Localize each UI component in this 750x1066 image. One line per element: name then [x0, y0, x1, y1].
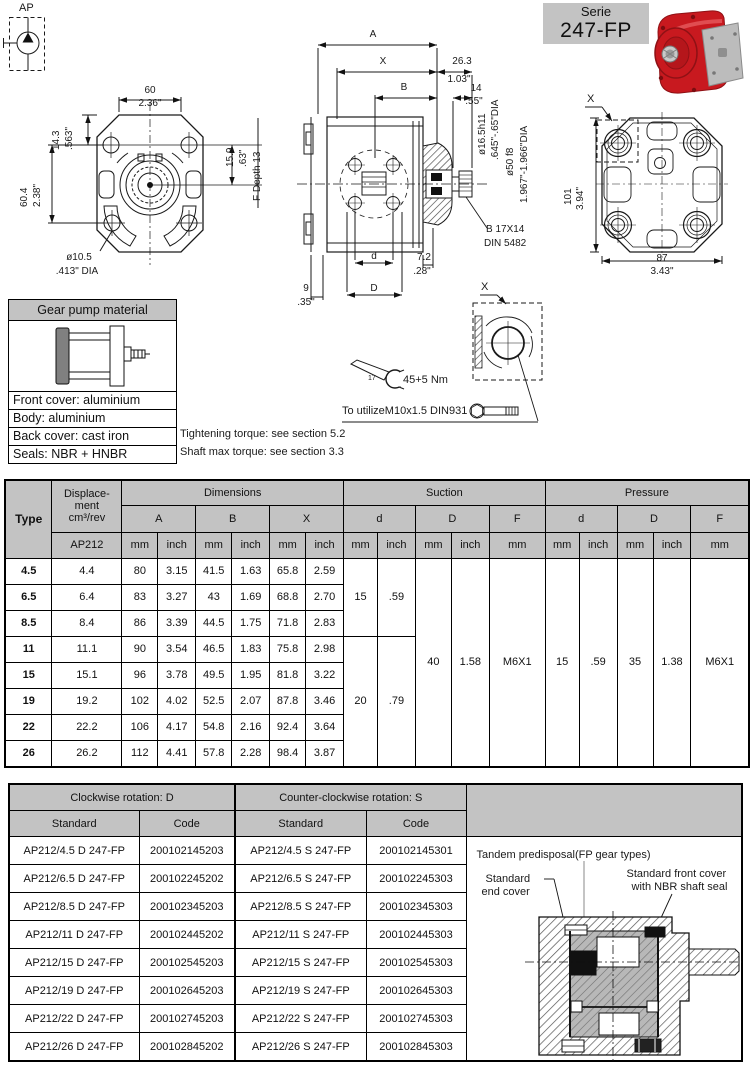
side-dim-d: d: [371, 251, 377, 262]
cell-disp: 6.4: [52, 584, 122, 610]
cell-type: 22: [5, 714, 52, 740]
displacement-line2: ment: [74, 500, 100, 513]
front-offset-mm: 14.3: [51, 130, 62, 150]
cell-ccw-standard: AP212/22 S 247-FP: [235, 1005, 366, 1033]
cell-disp: 8.4: [52, 610, 122, 636]
front-hole-mm: ø10.5: [66, 252, 92, 263]
cell-ccw-standard: AP212/4.5 S 247-FP: [235, 837, 366, 865]
side-spline-std1: B 17X14: [486, 224, 525, 235]
cell-ccw-code: 200102345303: [366, 893, 466, 921]
material-box: [8, 299, 177, 464]
order-row: [9, 837, 742, 865]
cell-b-mm: 46.5: [196, 636, 232, 662]
pump-symbol-art: [4, 18, 45, 71]
front-view-art: [48, 97, 262, 265]
material-body: Body: aluminium: [9, 409, 176, 427]
back-height-in: 3.94": [575, 186, 586, 210]
side-len1-in: 1.03": [447, 74, 471, 85]
cell-type: 11: [5, 636, 52, 662]
cell-pressure-f: M6X1: [691, 558, 749, 767]
cell-cw-code: 200102145203: [139, 837, 235, 865]
cell-a-mm: 86: [122, 610, 158, 636]
side-spline-std2: DIN 5482: [484, 238, 527, 249]
cell-x-mm: 71.8: [270, 610, 306, 636]
cell-disp: 22.2: [52, 714, 122, 740]
displacement-line3: cm³/rev: [68, 512, 106, 525]
cell-b-mm: 41.5: [196, 558, 232, 584]
table-row: [5, 558, 749, 584]
cell-b-mm: 49.5: [196, 662, 232, 688]
cell-cw-standard: AP212/8.5 D 247-FP: [9, 893, 139, 921]
col-model: AP212: [52, 532, 122, 558]
col-displacement: [52, 480, 122, 532]
back-width-mm: 87: [656, 253, 668, 264]
cell-pressure-d-mm: 15: [545, 558, 579, 767]
cell-x-in: 2.83: [306, 610, 344, 636]
material-seals: Seals: NBR + HNBR: [9, 445, 176, 463]
cell-b-in: 2.16: [232, 714, 270, 740]
side-shaft-dia2: ø50 f8: [505, 147, 516, 176]
pump-side-silhouette: [9, 321, 175, 391]
unit: inch: [451, 532, 489, 558]
cell-ccw-code: 200102545303: [366, 949, 466, 977]
front-cover-label-line1: Standard front cover: [626, 868, 727, 880]
side-len4-in: .35": [297, 297, 315, 308]
cell-b-mm: 54.8: [196, 714, 232, 740]
material-box-title: Gear pump material: [9, 300, 176, 321]
cell-x-in: 3.87: [306, 740, 344, 767]
front-right-mm: 15.9: [225, 147, 236, 167]
cell-x-in: 3.64: [306, 714, 344, 740]
header-counter-clockwise: Counter-clockwise rotation: S: [235, 784, 466, 811]
cell-a-mm: 102: [122, 688, 158, 714]
side-shaft-dia1: ø16.5h11: [477, 113, 488, 155]
col-x: X: [270, 505, 344, 532]
cell-type: 26: [5, 740, 52, 767]
series-badge-line2: 247-FP: [560, 19, 632, 42]
cell-a-mm: 96: [122, 662, 158, 688]
front-f-depth: F Depth 13: [252, 151, 263, 201]
cell-a-mm: 83: [122, 584, 158, 610]
cell-suction-D-in: 1.58: [451, 558, 489, 767]
col-a: A: [122, 505, 196, 532]
cell-ccw-code: 200102645303: [366, 977, 466, 1005]
cell-type: 19: [5, 688, 52, 714]
cell-cw-code: 200102345203: [139, 893, 235, 921]
cell-cw-standard: AP212/15 D 247-FP: [9, 949, 139, 977]
cell-disp: 4.4: [52, 558, 122, 584]
cell-cw-code: 200102545203: [139, 949, 235, 977]
cell-x-mm: 92.4: [270, 714, 306, 740]
side-dim-D: D: [370, 283, 378, 294]
cell-type: 4.5: [5, 558, 52, 584]
wrench-size-label: 17: [368, 375, 376, 382]
cell-b-in: 1.75: [232, 610, 270, 636]
product-photo: [646, 6, 750, 98]
group-pressure: Pressure: [545, 480, 749, 505]
side-dim-a: A: [369, 29, 377, 40]
col-type: Type: [5, 480, 52, 558]
cell-b-in: 2.28: [232, 740, 270, 767]
back-height-mm: 101: [563, 188, 574, 205]
col-pressure-d: d: [545, 505, 617, 532]
cell-a-in: 3.54: [158, 636, 196, 662]
pump-symbol-label: AP: [19, 2, 34, 14]
back-width-in: 3.43": [650, 266, 674, 277]
col-ccw-code: Code: [366, 811, 466, 837]
cell-x-mm: 68.8: [270, 584, 306, 610]
cell-a-in: 3.78: [158, 662, 196, 688]
front-offset-in: .563": [64, 126, 75, 150]
cell-cw-standard: AP212/6.5 D 247-FP: [9, 865, 139, 893]
cell-suction-d-in: .59: [377, 558, 415, 636]
group-dimensions: Dimensions: [122, 480, 344, 505]
bolt-icon: [470, 404, 518, 418]
wrench-icon: [351, 360, 408, 389]
side-len2-mm: 14: [470, 83, 482, 94]
cell-disp: 15.1: [52, 662, 122, 688]
end-cover-label-line1: Standard: [485, 873, 531, 885]
cell-ccw-code: 200102445303: [366, 921, 466, 949]
unit: mm: [270, 532, 306, 558]
cell-b-mm: 43: [196, 584, 232, 610]
torque-value: 45+5 Nm: [403, 374, 448, 386]
front-height-in: 2.38": [32, 183, 43, 207]
side-len3-in: .28": [413, 266, 431, 277]
side-dim-b: B: [400, 82, 408, 93]
material-back-cover: Back cover: cast iron: [9, 427, 176, 445]
cell-b-mm: 44.5: [196, 610, 232, 636]
material-box-art: [9, 321, 176, 391]
col-b: B: [196, 505, 270, 532]
cell-x-in: 2.98: [306, 636, 344, 662]
unit: inch: [306, 532, 344, 558]
cell-cw-code: 200102445202: [139, 921, 235, 949]
group-suction: Suction: [344, 480, 546, 505]
detail-x-art: [473, 295, 542, 421]
figure-header-spacer: [466, 784, 742, 837]
col-cw-standard: Standard: [9, 811, 139, 837]
front-hole-in: .413" DIA: [55, 266, 99, 277]
series-badge-line1: Serie: [580, 4, 612, 19]
cell-a-in: 4.17: [158, 714, 196, 740]
side-len2-in: .55": [465, 96, 483, 107]
cell-pressure-D-in: 1.38: [653, 558, 691, 767]
cell-type: 6.5: [5, 584, 52, 610]
front-width-in: 2.36": [138, 98, 162, 109]
cell-x-in: 3.46: [306, 688, 344, 714]
cell-b-in: 1.69: [232, 584, 270, 610]
cell-a-in: 3.15: [158, 558, 196, 584]
side-dim-x: X: [379, 56, 387, 67]
unit: inch: [653, 532, 691, 558]
cell-type: 8.5: [5, 610, 52, 636]
cell-cw-standard: AP212/11 D 247-FP: [9, 921, 139, 949]
cell-a-mm: 106: [122, 714, 158, 740]
cell-cw-standard: AP212/19 D 247-FP: [9, 977, 139, 1005]
spec-table: [4, 479, 750, 768]
front-right-in: .63": [238, 149, 249, 167]
order-table: [8, 783, 743, 1062]
detail-x-label: X: [481, 281, 489, 293]
front-height-mm: 60.4: [19, 187, 30, 207]
series-badge: [543, 3, 649, 44]
unit: mm: [344, 532, 378, 558]
cell-a-in: 4.41: [158, 740, 196, 767]
cell-pressure-D-mm: 35: [617, 558, 653, 767]
cell-suction-d-mm: 15: [344, 558, 378, 636]
cell-a-in: 4.02: [158, 688, 196, 714]
cell-b-in: 1.95: [232, 662, 270, 688]
cell-ccw-code: 200102145301: [366, 837, 466, 865]
unit: inch: [579, 532, 617, 558]
cell-cw-code: 200102845202: [139, 1033, 235, 1062]
cell-b-mm: 52.5: [196, 688, 232, 714]
unit: mm: [617, 532, 653, 558]
cell-disp: 11.1: [52, 636, 122, 662]
cell-ccw-standard: AP212/6.5 S 247-FP: [235, 865, 366, 893]
cell-a-mm: 112: [122, 740, 158, 767]
header-clockwise: Clockwise rotation: D: [9, 784, 235, 811]
back-detail-ref: X: [587, 93, 595, 105]
cell-suction-D-mm: 40: [415, 558, 451, 767]
cell-suction-f: M6X1: [489, 558, 545, 767]
cell-ccw-code: 200102745303: [366, 1005, 466, 1033]
cell-x-mm: 87.8: [270, 688, 306, 714]
col-suction-f: F: [489, 505, 545, 532]
front-cover-label-line2: with NBR shaft seal: [631, 881, 728, 893]
side-len3-mm: 7.2: [417, 252, 431, 263]
cell-ccw-standard: AP212/15 S 247-FP: [235, 949, 366, 977]
cell-pressure-d-in: .59: [579, 558, 617, 767]
cell-x-mm: 75.8: [270, 636, 306, 662]
col-suction-d: d: [344, 505, 416, 532]
col-ccw-standard: Standard: [235, 811, 366, 837]
cell-x-in: 2.59: [306, 558, 344, 584]
cell-x-mm: 65.8: [270, 558, 306, 584]
cell-a-in: 3.27: [158, 584, 196, 610]
unit: mm: [122, 532, 158, 558]
cell-cw-code: 200102645203: [139, 977, 235, 1005]
cell-suction-d-in: .79: [377, 636, 415, 767]
note-shaft-torque: Shaft max torque: see section 3.3: [180, 446, 344, 458]
cell-a-mm: 90: [122, 636, 158, 662]
cell-a-mm: 80: [122, 558, 158, 584]
cell-x-in: 2.70: [306, 584, 344, 610]
cell-type: 15: [5, 662, 52, 688]
cell-ccw-standard: AP212/8.5 S 247-FP: [235, 893, 366, 921]
cell-b-in: 1.63: [232, 558, 270, 584]
cell-b-mm: 57.8: [196, 740, 232, 767]
cell-ccw-standard: AP212/26 S 247-FP: [235, 1033, 366, 1062]
side-shaft-dia1-in: .645"-.65"DIA: [490, 99, 501, 160]
col-pressure-D: D: [617, 505, 691, 532]
cell-b-in: 1.83: [232, 636, 270, 662]
tandem-label: Tandem predisposal(FP gear types): [476, 849, 651, 861]
note-tightening-torque: Tightening torque: see section 5.2: [180, 428, 346, 440]
col-pressure-f: F: [691, 505, 749, 532]
cell-b-in: 2.07: [232, 688, 270, 714]
side-shaft-dia2-in: 1.967"-1.966"DIA: [519, 125, 530, 203]
unit: mm: [415, 532, 451, 558]
cell-x-mm: 98.4: [270, 740, 306, 767]
col-suction-D: D: [415, 505, 489, 532]
cell-x-mm: 81.8: [270, 662, 306, 688]
cell-x-in: 3.22: [306, 662, 344, 688]
cell-disp: 26.2: [52, 740, 122, 767]
displacement-line1: Displace-: [63, 488, 110, 501]
unit: mm: [691, 532, 749, 558]
material-front-cover: Front cover: aluminium: [9, 391, 176, 409]
cell-ccw-code: 200102845303: [366, 1033, 466, 1062]
unit: mm: [196, 532, 232, 558]
unit: inch: [377, 532, 415, 558]
col-cw-code: Code: [139, 811, 235, 837]
unit: mm: [489, 532, 545, 558]
cell-ccw-standard: AP212/19 S 247-FP: [235, 977, 366, 1005]
cell-cw-standard: AP212/22 D 247-FP: [9, 1005, 139, 1033]
cell-suction-d-mm: 20: [344, 636, 378, 767]
side-len1-mm: 26.3: [452, 56, 472, 67]
cell-cw-code: 200102245202: [139, 865, 235, 893]
cell-ccw-code: 200102245303: [366, 865, 466, 893]
cell-a-in: 3.39: [158, 610, 196, 636]
cell-cw-standard: AP212/26 D 247-FP: [9, 1033, 139, 1062]
end-cover-label-line2: end cover: [481, 886, 530, 898]
bolt-note: To utilizeM10x1.5 DIN931: [342, 405, 468, 417]
unit: mm: [545, 532, 579, 558]
cell-ccw-standard: AP212/11 S 247-FP: [235, 921, 366, 949]
tandem-figure-cell: [466, 837, 742, 1062]
cell-cw-standard: AP212/4.5 D 247-FP: [9, 837, 139, 865]
unit: inch: [158, 532, 196, 558]
cell-disp: 19.2: [52, 688, 122, 714]
front-width-mm: 60: [144, 85, 156, 96]
back-view-art: [585, 107, 728, 264]
unit: inch: [232, 532, 270, 558]
side-len4-mm: 9: [303, 283, 309, 294]
cell-cw-code: 200102745203: [139, 1005, 235, 1033]
